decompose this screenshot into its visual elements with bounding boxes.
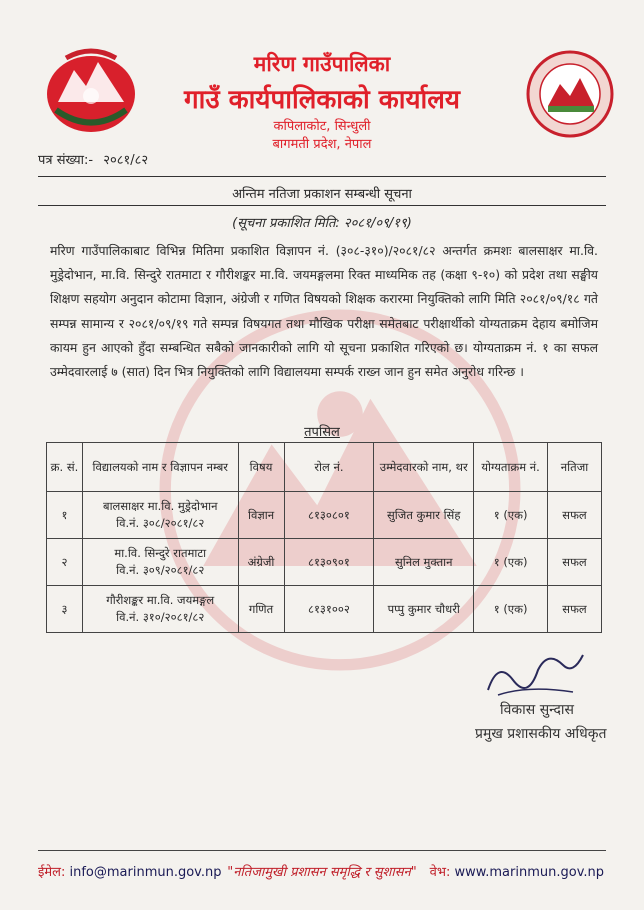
row-rank: १ (एक) [474,492,548,539]
notice-title: अन्तिम नतिजा प्रकाशन सम्बन्धी सूचना [232,187,412,202]
annex-heading: तपसिल [304,425,340,440]
web-label: वेभ: [429,865,451,880]
row-result: सफल [548,492,602,539]
row-serial: २ [47,539,83,586]
address-line-1: कपिलाकोट, सिन्धुली [273,119,371,134]
reference-label: पत्र संख्या:- [38,153,94,168]
row-subject: गणित [238,586,284,633]
row-serial: ३ [47,586,83,633]
footer-divider [38,850,606,851]
school-name: गौरीशङ्कर मा.वि. जयमङ्गल [106,593,215,607]
address-line-2: बागमती प्रदेश, नेपाल [272,137,372,152]
row-result: सफल [548,586,602,633]
row-roll: ८१३०८०१ [284,492,374,539]
col-school: विद्यालयको नाम र विज्ञापन नम्बर [82,443,238,492]
signatory-title: प्रमुख प्रशासकीय अधिकृत [475,726,607,742]
row-school [82,586,238,633]
notice-body: मरिण गाउँपालिकाबाट विभिन्न मितिमा प्रकाशित विज्ञापन नं. (३०८-३१०)/२०८१/८२ अन्तर्गत क्रमशः बालसाक्षर मा.वि. मुड्रेदोभान, मा.वि. सिन्दुरे रातमाटा र गौरीशङ्कर मा.वि. जयमङ्गलमा रिक्त माध्यमिक तह (कक्षा ९-१०) को प्रदेश तथा सङ्घीय शिक्षण सहयोग अनुदान कोटामा विज्ञान, अंग्रेजी र गणित विषयको शिक्षक करारमा नियुक्तिको लागि मिति २०८१/०९/१८ गते सम्पन्न सामान्य र २०८१/०९/१९ गते सम्पन्न विषयगत तथा मौखिक परीक्षा समेतबाट परीक्षार्थीको योग्यताक्रम देहाय बमोजिम कायम हुन आएको हुँदा सम्बन्धित सबैको जानकारीको लागि यो सूचना प्रकाशित गरिएको छ। योग्यताक्रम नं. १ का सफल उम्मेदवारलाई ७ (सात) दिन भित्र नियुक्तिको लागि विद्यालयमा सम्पर्क राख्न जान हुन समेत अनुरोध गरिन्छ । [50,243,598,380]
school-name: बालसाक्षर मा.वि. मुड्रेदोभान [103,499,218,513]
row-roll: ८१३०९०१ [284,539,374,586]
col-serial: क्र. सं. [47,443,83,492]
municipality-name: मरिण गाउँपालिका [253,52,391,76]
row-candidate: पप्पु कुमार चौधरी [374,586,474,633]
row-serial: १ [47,492,83,539]
table-header-row [47,443,602,492]
advert-number: वि.नं. ३०९/२०८१/८२ [116,563,205,577]
website-link[interactable]: www.marinmun.gov.np [454,865,604,880]
col-roll: रोल नं. [284,443,374,492]
row-subject: अंग्रेजी [238,539,284,586]
col-subject: विषय [238,443,284,492]
col-rank: योग्यताक्रम नं. [474,443,548,492]
row-candidate: सुजित कुमार सिंह [374,492,474,539]
results-table [46,442,602,633]
signature-icon [478,640,588,700]
email-link[interactable]: info@marinmun.gov.np [69,865,222,880]
col-result: नतिजा [548,443,602,492]
office-name: गाउँ कार्यपालिकाको कार्यालय [184,85,460,115]
row-candidate: सुनिल मुक्तान [374,539,474,586]
row-subject: विज्ञान [238,492,284,539]
row-rank: १ (एक) [474,539,548,586]
published-date: (सूचना प्रकाशित मिति: २०८१/०९/१९) [232,216,412,231]
header-divider-bottom [38,205,606,206]
table-row [47,492,602,539]
row-roll: ८१३१००२ [284,586,374,633]
school-name: मा.वि. सिन्दुरे रातमाटा [114,546,207,560]
row-result: सफल [548,539,602,586]
office-address [0,118,644,154]
advert-number: वि.नं. ३१०/२०८१/८२ [116,610,205,624]
reference-number [38,150,148,168]
footer-website [430,862,604,880]
advert-number: वि.नं. ३०८/२०८१/८२ [116,516,205,530]
signatory-name: विकास सुन्दास [500,702,575,718]
table-row [47,539,602,586]
row-school [82,539,238,586]
header-divider-top [38,176,606,177]
row-rank: १ (एक) [474,586,548,633]
col-candidate: उम्मेदवारको नाम, थर [374,443,474,492]
footer-slogan: "नतिजामुखी प्रशासन समृद्धि र सुशासन" [227,865,417,880]
email-label: ईमेल: [38,865,66,880]
reference-value: २०८१/८२ [103,153,149,168]
row-school [82,492,238,539]
table-row [47,586,602,633]
